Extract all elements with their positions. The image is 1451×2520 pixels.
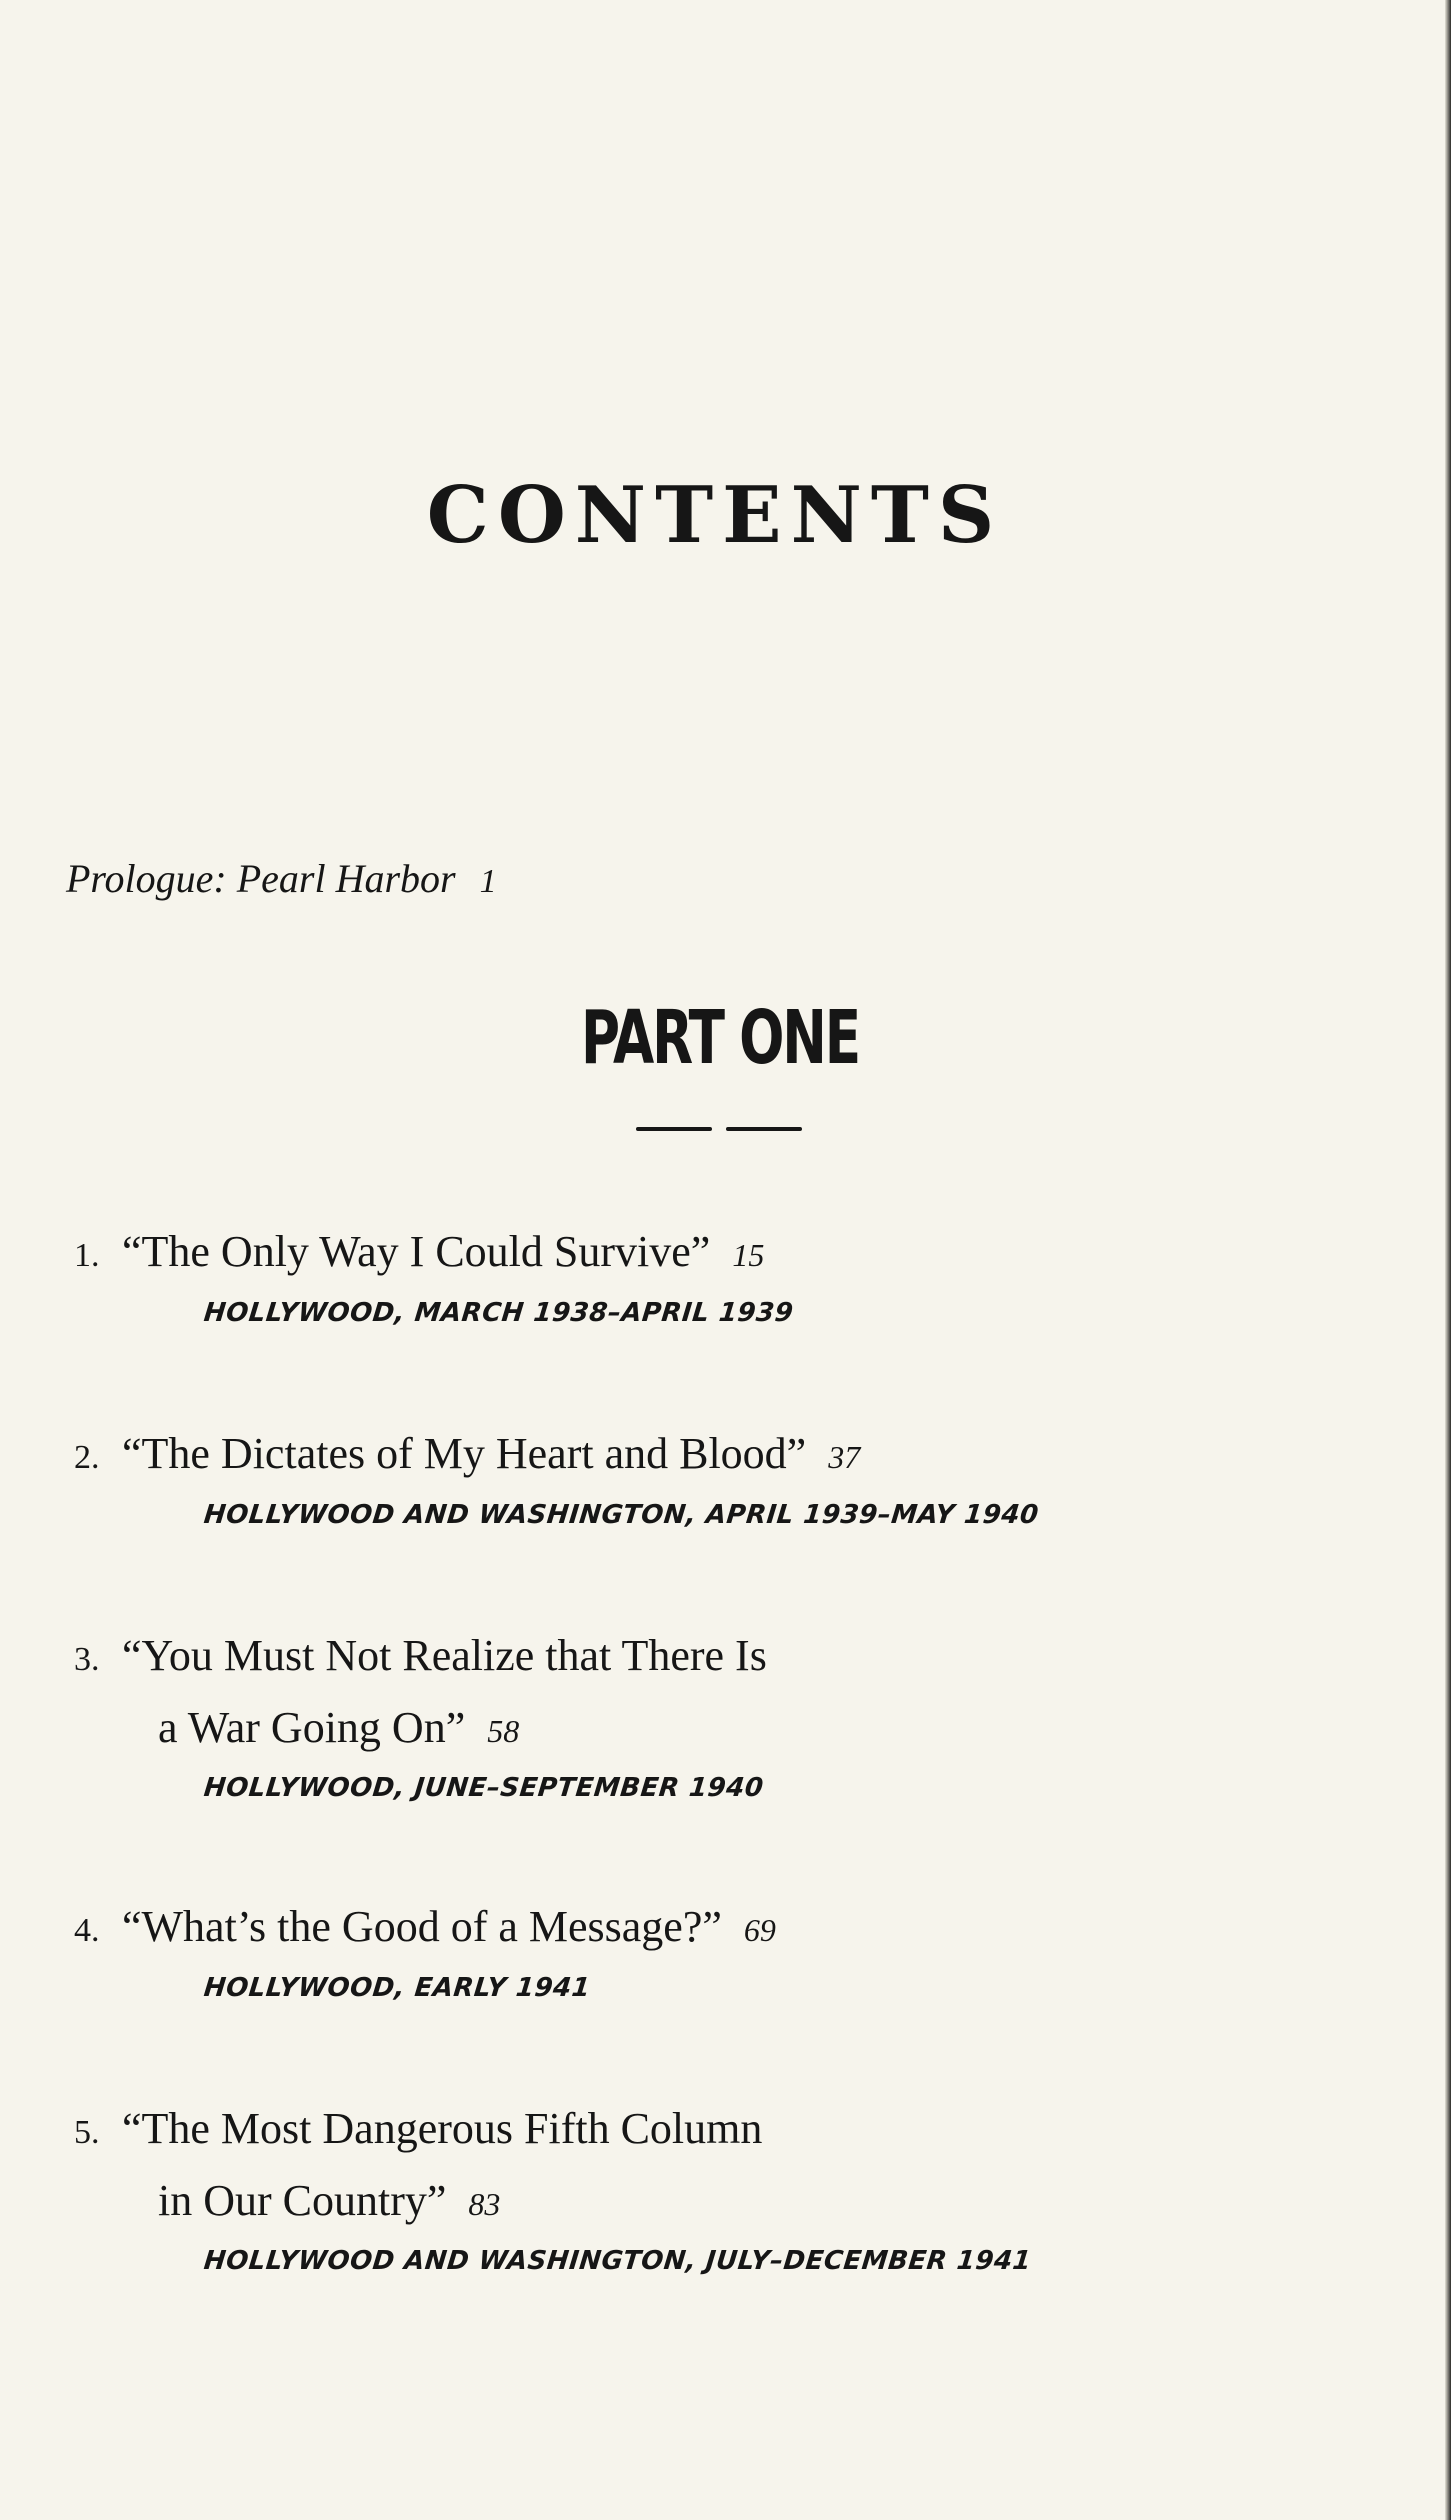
chapter-subtitle: HOLLYWOOD, JUNE–SEPTEMBER 1940 <box>202 1773 765 1803</box>
chapter-number: 4. <box>74 1912 100 1949</box>
chapter-title-continued: in Our Country” <box>158 2176 447 2225</box>
chapter-title: “What’s the Good of a Message?” <box>122 1902 722 1951</box>
chapter-page-number: 15 <box>732 1237 765 1273</box>
chapter-page-number: 83 <box>468 2186 501 2222</box>
chapter-entry-4 <box>74 1893 776 2003</box>
chapter-page-number: 58 <box>487 1713 520 1749</box>
chapter-subtitle: HOLLYWOOD AND WASHINGTON, JULY–DECEMBER 1941 <box>202 2246 1033 2276</box>
chapter-subtitle: HOLLYWOOD, EARLY 1941 <box>202 1973 592 2003</box>
ornament-divider <box>636 1124 806 1134</box>
chapter-number: 5. <box>74 2114 100 2151</box>
part-title: PART ONE <box>581 995 859 1081</box>
chapter-subtitle: HOLLYWOOD, MARCH 1938–APRIL 1939 <box>202 1298 795 1328</box>
prologue-entry <box>66 855 497 902</box>
page-edge <box>1445 0 1451 2520</box>
prologue-label: Prologue: Pearl Harbor <box>66 856 456 901</box>
chapter-title: “The Dictates of My Heart and Blood” <box>122 1429 807 1478</box>
chapter-title-continued: a War Going On” <box>158 1703 466 1752</box>
chapter-entry-5 <box>74 2095 1031 2276</box>
prologue-page-number: 1 <box>479 863 497 900</box>
chapter-entry-1 <box>74 1218 793 1328</box>
chapter-number: 3. <box>74 1641 100 1678</box>
chapter-title: “The Most Dangerous Fifth Column <box>122 2104 763 2153</box>
chapter-subtitle: HOLLYWOOD AND WASHINGTON, APRIL 1939–MAY 1940 <box>202 1500 1041 1530</box>
chapter-number: 1. <box>74 1237 100 1274</box>
chapter-title: “You Must Not Realize that There Is <box>122 1631 767 1680</box>
chapter-title: “The Only Way I Could Survive” <box>122 1227 711 1276</box>
chapter-entry-3 <box>74 1622 767 1803</box>
chapter-entry-2 <box>74 1420 1039 1530</box>
page-title: CONTENTS <box>426 470 1004 561</box>
chapter-number: 2. <box>74 1439 100 1476</box>
chapter-page-number: 69 <box>743 1912 776 1948</box>
chapter-page-number: 37 <box>828 1439 861 1475</box>
